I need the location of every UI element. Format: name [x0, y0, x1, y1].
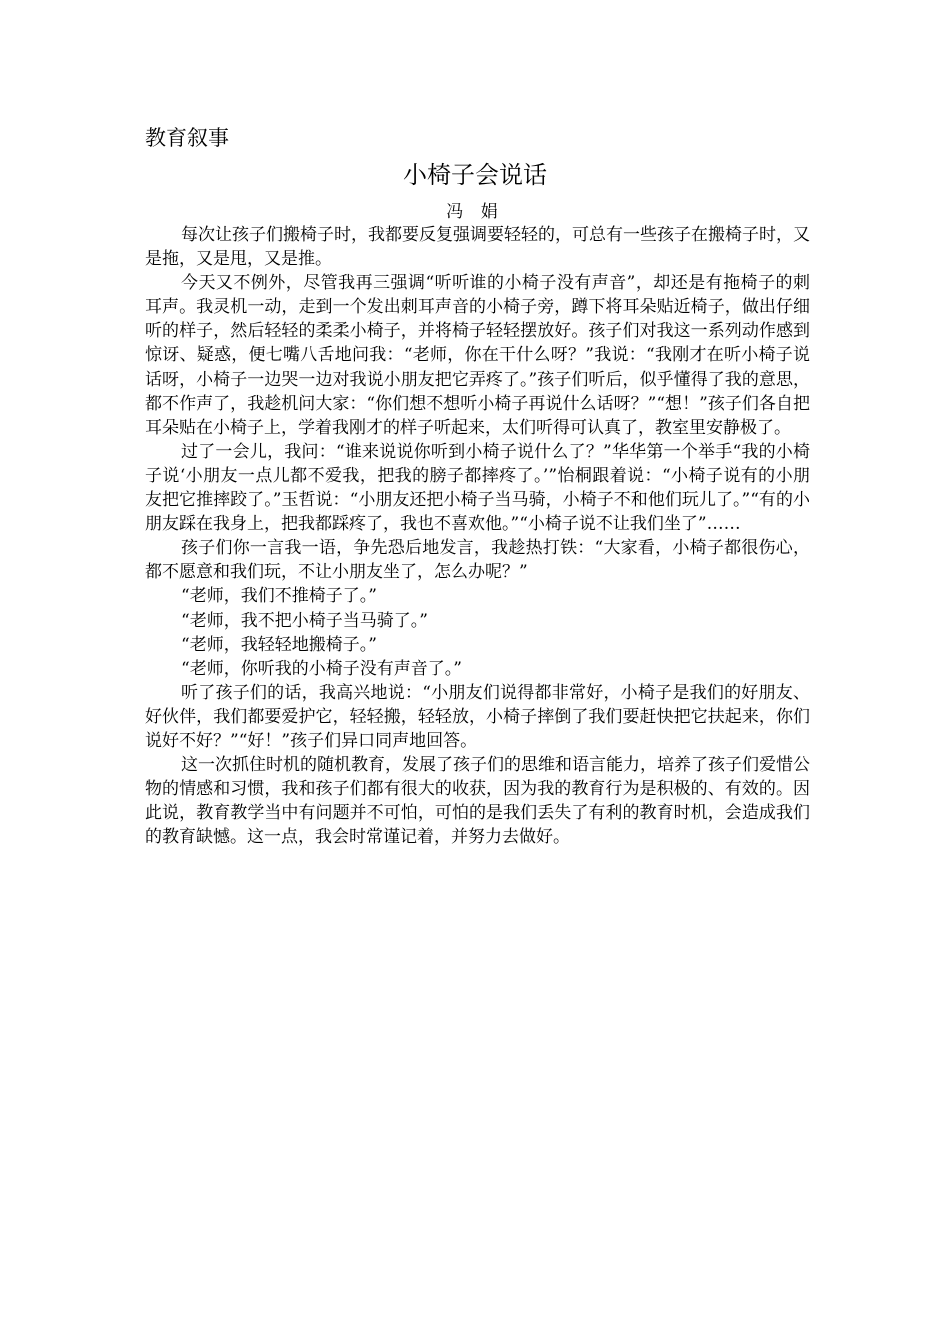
paragraph: 今天又不例外，尽管我再三强调“听听谁的小椅子没有声音”，却还是有拖椅子的刺耳声。我灵机一动，走到一个发出刺耳声音的小椅子旁，蹲下将耳朵贴近椅子，做出仔细听的样子，然后轻轻的柔柔小椅子，并将椅子轻轻摆放好。孩子们对我这一系列动作感到惊讶、疑惑，便七嘴八舌地问我：“老师，你在干什么呀？”我说：“我刚才在听小椅子说话呀，小椅子一边哭一边对我说小朋友把它弄疼了。”孩子们听后，似乎懂得了我的意思，都不作声了，我趁机问大家：“你们想不想听小椅子再说什么话呀？”“想！”孩子们各自把耳朵贴在小椅子上，学着我刚才的样子听起来，太们听得可认真了，教室里安静极了。 [145, 273, 810, 438]
paragraph: “老师，我轻轻地搬椅子。” [181, 634, 377, 655]
paragraph: 听了孩子们的话，我高兴地说：“小朋友们说得都非常好，小椅子是我们的好朋友、好伙伴，我们都要爱护它，轻轻搬，轻轻放，小椅子摔倒了我们要赶快把它扶起来，你们说好不好？”“好！”孩子们异口同声地回答。 [145, 682, 810, 751]
paragraph: “老师，我不把小椅子当马骑了。” [181, 610, 428, 631]
paragraph: 孩子们你一言我一语，争先恐后地发言，我趁热打铁：“大家看，小椅子都很伤心，都不愿意和我们玩，不让小朋友坐了，怎么办呢？” [145, 538, 810, 583]
paragraph: “老师，我们不推椅子了。” [181, 586, 377, 607]
article-title: 小椅子会说话 [403, 161, 547, 189]
paragraph: 每次让孩子们搬椅子时，我都要反复强调要轻轻的，可总有一些孩子在搬椅子时，又是拖，又是甩，又是推。 [145, 225, 810, 270]
paragraph: “老师，你听我的小椅子没有声音了。” [181, 658, 462, 679]
author-name: 冯 娟 [446, 202, 504, 222]
paragraph: 这一次抓住时机的随机教育，发展了孩子们的思维和语言能力，培养了孩子们爱惜公物的情感和习惯，我和孩子们都有很大的收获，因为我的教育行为是积极的、有效的。因此说，教育教学当中有问题并不可怕，可怕的是我们丢失了有利的教育时机，会造成我们的教育缺憾。这一点，我会时常谨记着，并努力去做好。 [145, 755, 810, 848]
section-label: 教育叙事 [145, 126, 229, 150]
paragraph: 过了一会儿，我问：“谁来说说你听到小椅子说什么了？”华华第一个举手“我的小椅子说‘小朋友一点儿都不爱我，把我的膀子都摔疼了。’”怡桐跟着说：“小椅子说有的小朋友把它推摔跤了。”玉哲说：“小朋友还把小椅子当马骑，小椅子不和他们玩儿了。”“有的小朋友踩在我身上，把我都踩疼了，我也不喜欢他。”“小椅子说不让我们坐了”…… [145, 441, 810, 535]
article-body [145, 223, 810, 849]
